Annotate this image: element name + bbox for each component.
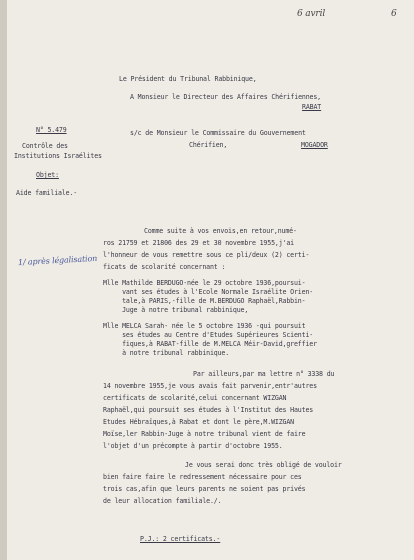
via-line: s/c de Monsieur le Commissaire du Gouvernement [130,129,306,137]
paragraph-3-line-1: Je vous serai donc très obligé de vouloir [185,461,342,469]
recipient-line [130,92,321,102]
service-line-2: Institutions Israélites [14,152,102,160]
reference-number: N° 5.479 [36,126,67,134]
recipient-title: A Monsieur le Directeur des Affaires Chérifiennes, [130,93,321,101]
item-2-line-1: Mlle MELCA Sarah- née le 5 octobre 1936 -qui poursuit [103,322,306,330]
paragraph-3-line-2: bien faire faire le redressement nécessaire pour ces [103,473,302,481]
paragraph-2-line-1: Par ailleurs,par ma lettre n° 3338 du [193,370,335,378]
item-2-line-2: ses études au Centre d'Etudes Supérieures Scienti- [103,331,314,339]
item-1-line-4: Juge à notre tribunal rabbinique, [103,306,249,314]
paragraph-3-line-3: trois cas,afin que leurs parents ne soient pas privés [103,485,306,493]
recipient-city: RABAT [302,103,322,111]
via-line-cont: Chérifien, [189,141,228,149]
paragraph-1-line-4: ficats de scolarité concernant : [103,263,226,271]
item-2-line-4: à notre tribunal rabbinique. [103,349,230,357]
paragraph-2-line-2: 14 novembre 1955,je vous avais fait parvenir,entr'autres [103,382,317,390]
page-number: 6 [391,9,397,19]
object-value: Aide familiale.- [16,189,78,197]
page-edge-shadow [0,0,7,560]
item-2-line-3: fiques,à RABAT-fille de M.MELCA Méir-David,greffier [103,340,317,348]
paragraph-1-line-1: Comme suite à vos envois,en retour,numé- [144,227,297,235]
margin-note: 1/ après légalisation [17,253,98,268]
paragraph-2-line-7: l'objet d'un précompte à partir d'octobre 1955. [103,442,283,450]
sender-line: Le Président du Tribunal Rabbinique, [119,75,257,83]
handwritten-date: 6 avril [297,9,326,19]
paragraph-2-line-5: Etudes Hébraïques,à Rabat et dont le père,M.WIZGAN [103,418,294,426]
paragraph-1-line-2: ros 21759 et 21806 des 29 et 30 novembre 1955,j'ai [103,239,294,247]
paragraph-2-line-4: Raphaël,qui poursuit ses études à l'Institut des Hautes [103,406,314,414]
paragraph-1-line-3: l'honneur de vous remettre sous ce pli/deux (2) certi- [103,251,310,259]
paragraph-2-line-3: certificats de scolarité,celui concernant WIZGAN [103,394,287,402]
enclosures-note: P.J.: 2 certificats.- [140,535,221,543]
paragraph-2-line-6: Moïse,ler Rabbin-Juge à notre tribunal vient de faire [103,430,306,438]
service-line-1: Contrôle des [22,142,68,150]
item-1-line-1: Mlle Mathilde BERDUGO-née le 29 octobre 1936,poursui- [103,279,306,287]
item-1-line-3: tale,à PARIS,-fille de M.BERDUGO Raphaël,Rabbin- [103,297,306,305]
item-1-line-2: vant ses études à l'Ecole Normale Israélite Orien- [103,288,314,296]
object-label: Objet: [36,171,59,179]
via-city: MOGADOR [301,141,328,149]
paragraph-3-line-4: de leur allocation familiale./. [103,497,222,505]
